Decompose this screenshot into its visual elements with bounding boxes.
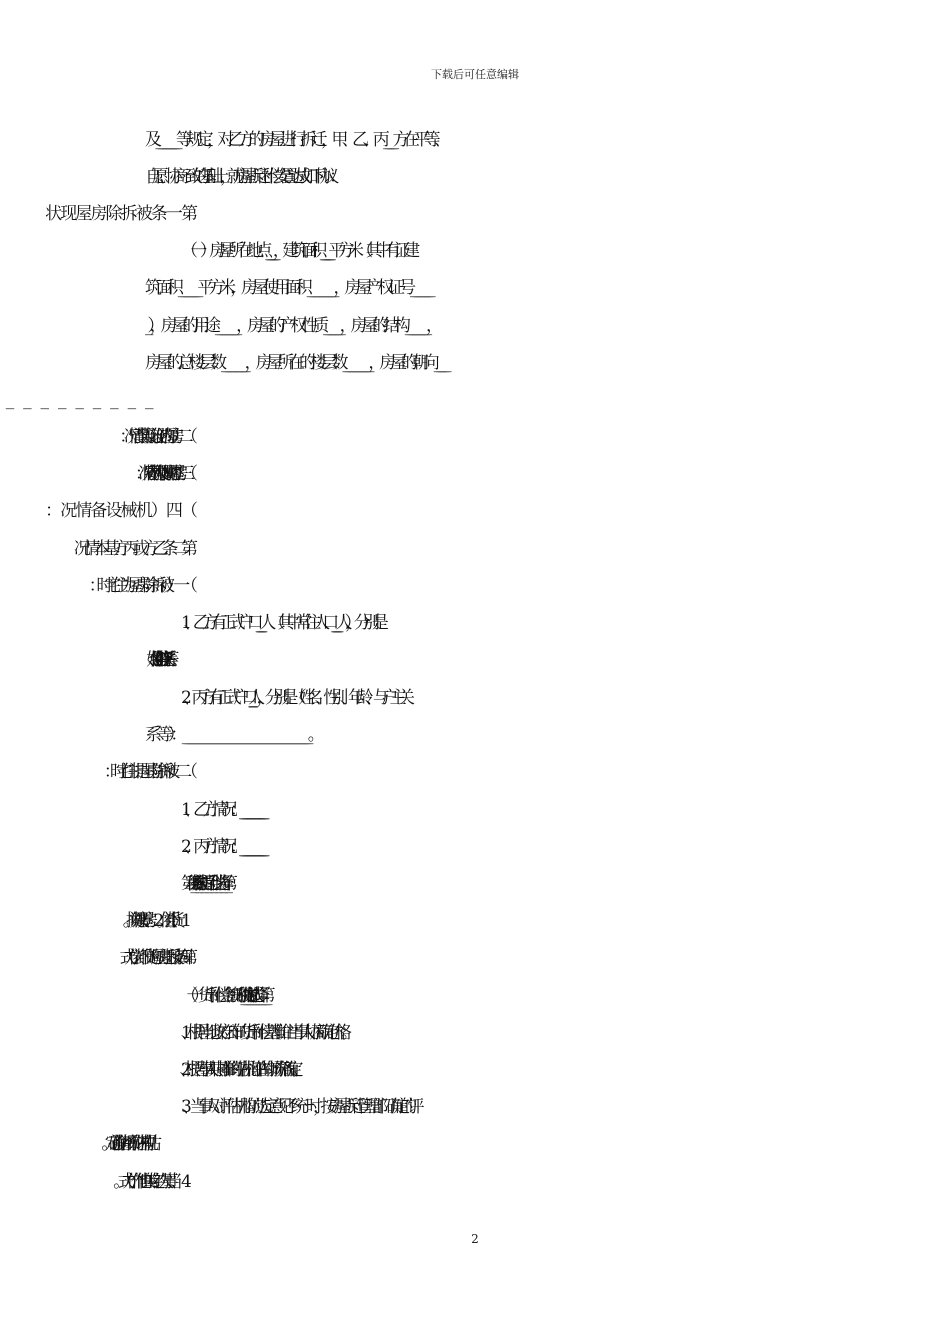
article-heading bbox=[181, 946, 950, 970]
article-heading bbox=[181, 202, 950, 226]
paragraph-line: 1、根据当地政府公布的货币补偿基准价由当事人协商确定价格。 bbox=[181, 1023, 347, 1043]
paragraph-line bbox=[181, 574, 950, 598]
paragraph-line: 1、乙方有正式户口________人（其中常住人口_________人），分别是 bbox=[181, 613, 381, 633]
paragraph-line: （一）房屋所在地点_________，建筑面积__________平方米（其中有证建 bbox=[181, 241, 413, 261]
paragraph-line bbox=[181, 909, 950, 933]
paragraph-line bbox=[145, 388, 950, 412]
paragraph-line: 2、丙方有正式户口_________人，分别是（姓名、性别、年龄、与户主关 bbox=[181, 688, 407, 708]
paragraph-line: （姓名、性别、年龄、与户主关系等）。 bbox=[145, 650, 158, 670]
paragraph-line: 筑面积________平方米，房屋使用面积___________，房屋产权证号________ bbox=[145, 278, 430, 298]
paragraph-line bbox=[181, 760, 950, 784]
paragraph-line bbox=[145, 1132, 950, 1156]
paragraph-line: 2、丙方情况：__________________________________ bbox=[181, 837, 262, 857]
paragraph-line bbox=[181, 462, 950, 486]
paragraph-line: 系等）：_____________________________________________。 bbox=[145, 725, 319, 745]
page-header: 下载后可任意编辑 bbox=[431, 68, 519, 81]
article-heading: 第三条房屋拆迁补偿选择第________种方式： bbox=[181, 874, 200, 894]
paragraph-line: 3、当事人对评估机构的选定意见不统一时，按房屋拆迁管理部门确定的评 bbox=[181, 1097, 415, 1117]
paragraph-line bbox=[181, 425, 950, 449]
article-heading bbox=[181, 537, 950, 561]
paragraph-line: _），房屋的用途_________，房屋的产权性质_______，房屋的结构_________， bbox=[145, 316, 437, 336]
paragraph-line: 1、乙方情况：__________________________________ bbox=[181, 800, 262, 820]
paragraph-line: 及___________等规定，对乙方的房屋进行拆迁，甲、乙、丙_____方在平等、 bbox=[145, 130, 445, 150]
page-number: 2 bbox=[471, 1232, 479, 1246]
paragraph-line bbox=[181, 1170, 950, 1194]
paragraph-line: （一）货币补偿金额的确定选择第_________种方式： bbox=[181, 986, 260, 1006]
paragraph-line: 自愿、协商一致的基础上，就房屋拆迁补偿安置达成如下协议： bbox=[145, 167, 336, 187]
paragraph-line: 2、根据当事人共同推举的评估机构评估的市场价格确定。 bbox=[181, 1060, 296, 1080]
paragraph-line bbox=[181, 499, 950, 523]
paragraph-line: 房屋的总楼层数__________，房屋所在的楼层数___________，房屋的朝向_____ bbox=[145, 353, 446, 373]
